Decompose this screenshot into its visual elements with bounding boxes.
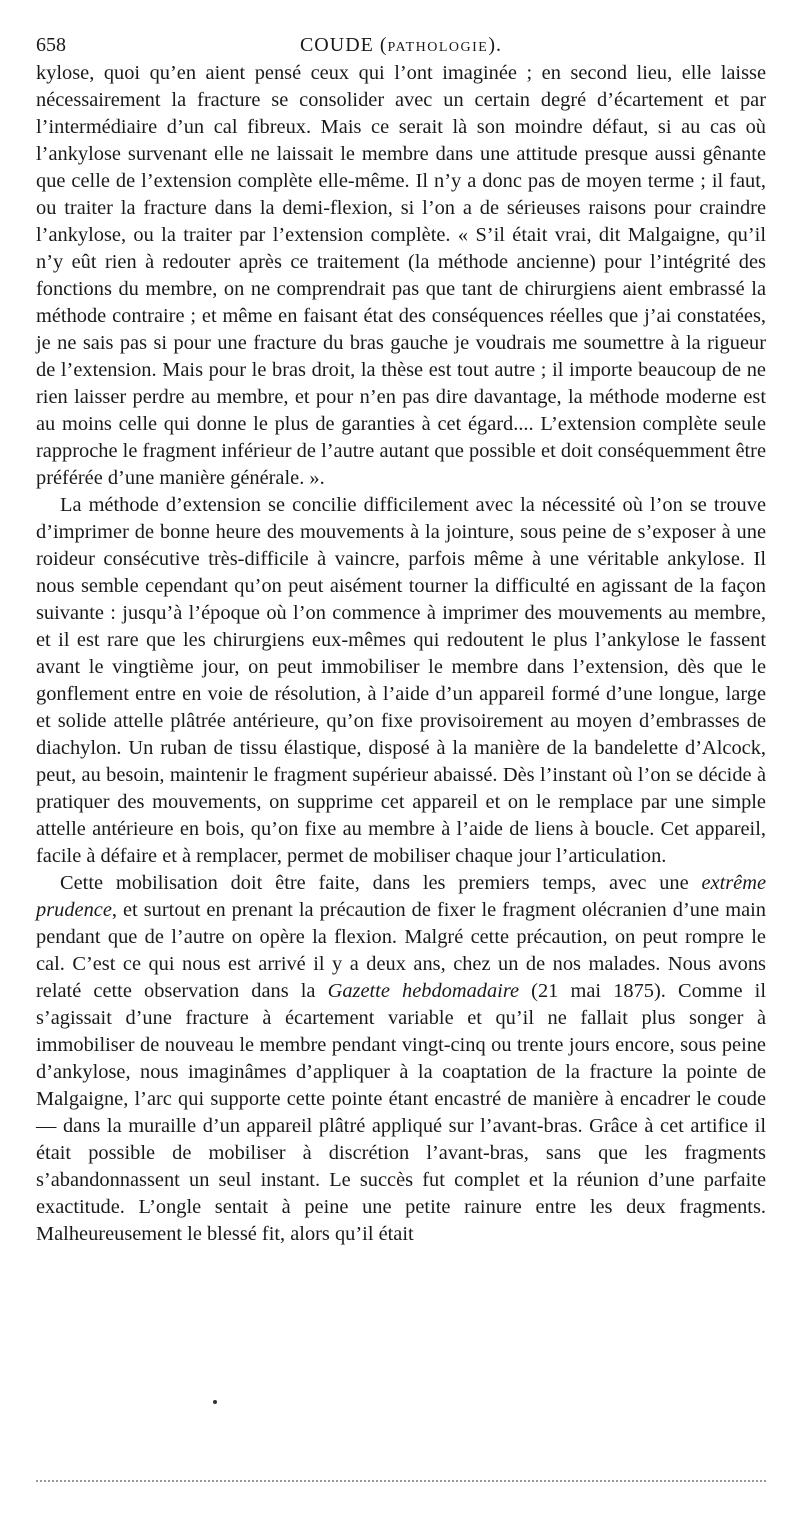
text-segment: La méthode d’extension se concilie difficilement avec la nécessité où l’on se trouve d’imprimer de bonne heure des mouvements à la jointure, sous peine de s’exposer à une roideur consécutive très-difficile à vaincre, parfois même à une véritable ankylose. Il nous semble cependant qu’on peut aisément tourner la difficulté en agissant de la façon suivante : jusqu’à l’époque où l’on commence à imprimer des mouvements au membre, et il est rare que les chirurgiens eux-mêmes qui redoutent le plus l’ankylose le fassent avant le vingtième jour, on peut immobiliser le membre dans l’extension, dès que le gonflement entre en voie de résolution, à l’aide d’un appareil formé d’une longue, large et solide attelle plâtrée antérieure, qu’on fixe provisoirement au moyen d’embrasses de diachylon. Un ruban de tissu élastique, disposé à la manière de la bandelette d’Alcock, peut, au besoin, maintenir le fragment supérieur abaissé. Dès l’instant où l’on se décide à pratiquer des mouvements, on supprime cet appareil et on le remplace par une simple attelle antérieure en bois, qu’on fixe au membre à l’aide de liens à boucle. Cet appareil, facile à défaire et à remplacer, permet de mobiliser chaque jour l’articulation.	[36, 494, 766, 867]
running-title-close: ).	[488, 34, 503, 56]
paragraph	[36, 870, 766, 1248]
running-title-sub: PATHOLOGIE	[387, 40, 489, 55]
running-title	[36, 30, 766, 63]
running-title-open: (	[373, 34, 388, 56]
body-text	[36, 60, 766, 1248]
page-number: 658	[36, 34, 66, 56]
paragraph	[36, 60, 766, 492]
book-page	[36, 30, 766, 1248]
paragraph	[36, 492, 766, 870]
text-segment: , et surtout en prenant la précaution de fixer le fragment olécranien d’une main pendant que de l’autre on opère la flexion. Malgré cette précaution, on peut rompre le cal. C’est ce qui nous est arrivé il y a deux ans, chez un de nos malades. Nous avons relaté cette observation dans la	[36, 899, 766, 1002]
text-segment: (21 mai 1875). Comme il s’agissait d’une fracture à écartement variable et qu’il ne fallait plus songer à immobiliser de nouveau le membre pendant vingt-cinq ou trente jours encore, sous peine d’ankylose, nous imaginâmes d’appliquer à la coaptation de la fracture la pointe de Malgaigne, l’arc qui supporte cette pointe étant encastré de manière à encadrer le coude — dans la muraille d’un appareil plâtré appliqué sur l’avant-bras. Grâce à cet artifice il était possible de mobiliser à discrétion l’avant-bras, sans que les fragments s’abandonnassent un seul instant. Le succès fut complet et la réunion d’une parfaite exactitude. L’ongle sentait à peine une petite rainure entre les deux fragments. Malheureusement le blessé fit, alors qu’il était	[36, 980, 767, 1245]
text-segment: kylose, quoi qu’en aient pensé ceux qui l’ont imaginée ; en second lieu, elle laisse nécessairement la fracture se consolider avec un certain degré d’écartement et par l’intermédiaire d’un cal fibreux. Mais ce serait là son moindre défaut, si au cas où l’ankylose survenant elle ne laissait le membre dans une attitude presque aussi gênante que celle de l’extension complète elle-même. Il n’y a donc pas de moyen terme ; il faut, ou traiter la fracture dans la demi-flexion, si l’on a de sérieuses raisons pour craindre l’ankylose, ou la traiter par l’extension complète. « S’il était vrai, dit Malgaigne, qu’il n’y eût rien à redouter après ce traitement (la méthode ancienne) pour l’intégrité des fonctions du membre, on ne comprendrait pas que tant de chirurgiens aient embrassé la méthode contraire ; et même en faisant état des conséquences réelles que j’ai constatées, je ne sais pas si pour une fracture du bras gauche je voudrais me soumettre à la rigueur de l’extension. Mais pour le bras droit, la thèse est tout autre ; il importe beaucoup de ne rien laisser perdre au membre, et pour n’en pas dire davantage, la méthode moderne est au moins celle qui donne le plus de garanties à cet égard.... L’extension complète seule rapproche le fragment inférieur de l’autre autant que possible et doit conséquemment être préférée d’une manière générale. ».	[36, 62, 766, 489]
text-segment: Cette mobilisation doit être faite, dans les premiers temps, avec une	[60, 872, 702, 894]
running-head	[36, 30, 766, 60]
italic-segment: extrême prudence	[36, 872, 766, 921]
stray-dot-mark	[213, 1400, 217, 1404]
footer-dotted-rule	[36, 1480, 766, 1482]
running-title-main: COUDE	[299, 34, 374, 56]
italic-segment: Gazette hebdomadaire	[327, 980, 520, 1002]
